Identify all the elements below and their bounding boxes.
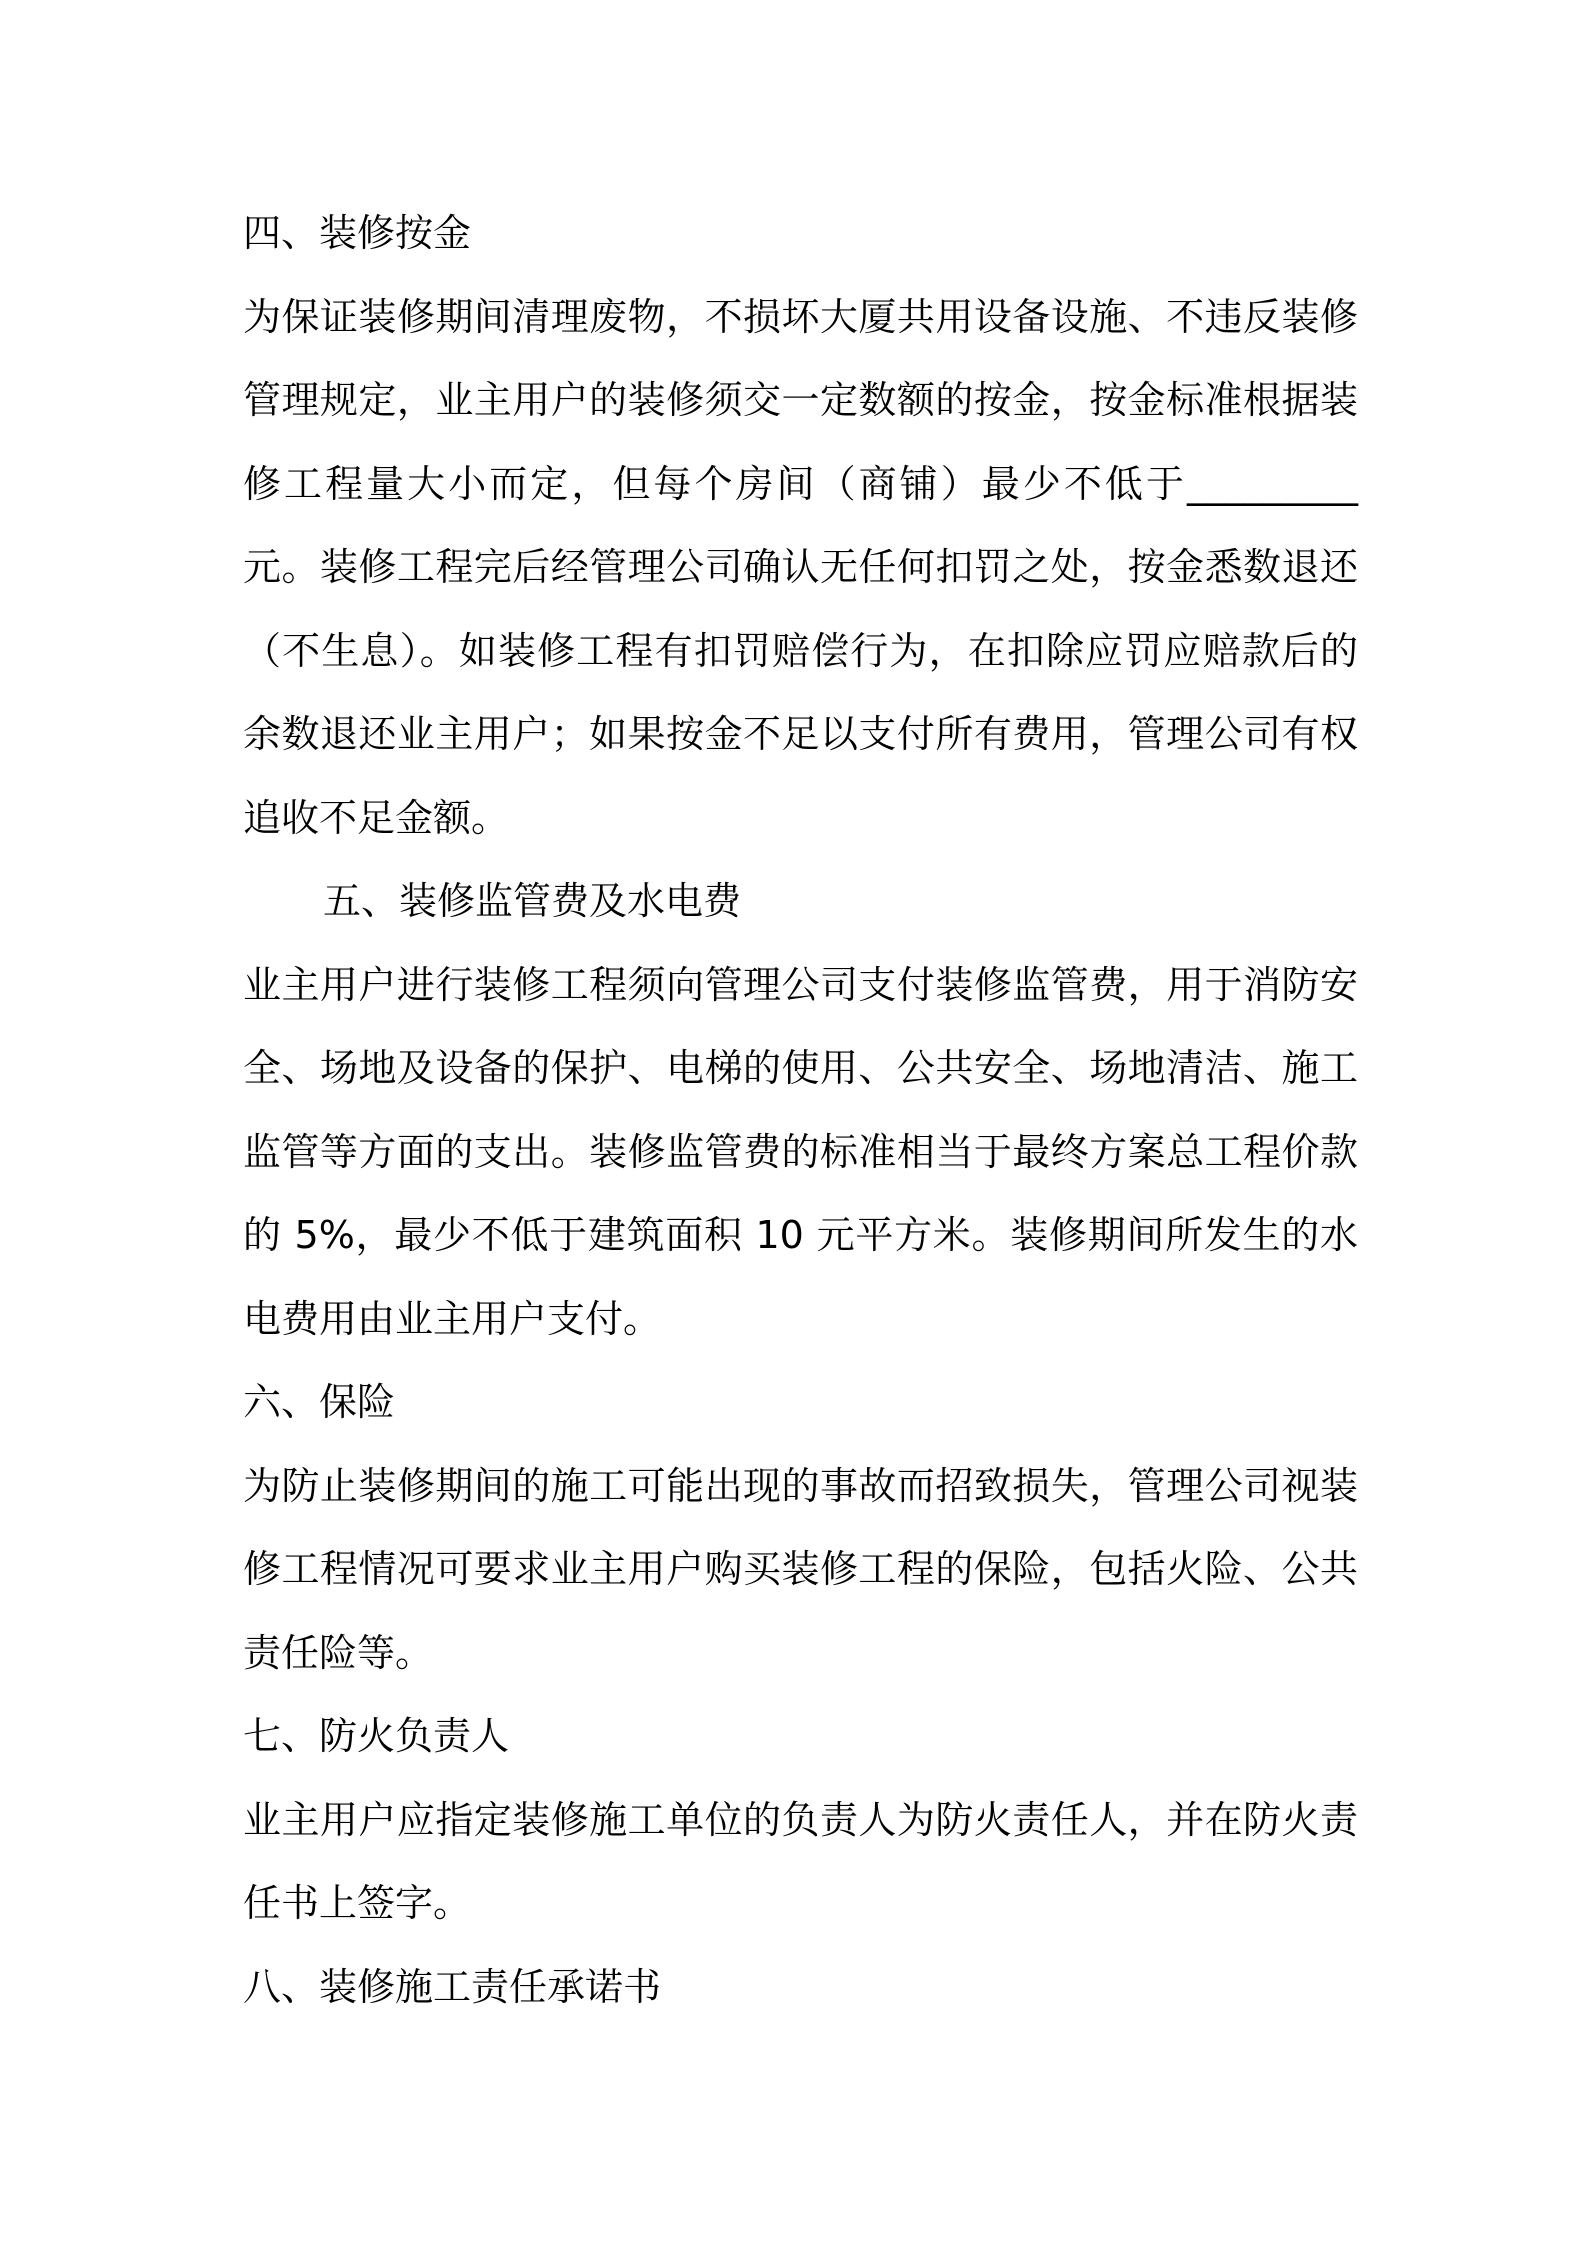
section-paragraph-deposit: 为保证装修期间清理废物，不损坏大厦共用设备设施、不违反装修管理规定，业主用户的装修须交一定数额的按金，按金标准根据装修工程量大小而定，但每个房间（商铺）最少不低于_________元。装修工程完后经管理公司确认无任何扣罚之处，按金悉数退还（不生息）。如装修工程有扣罚赔偿行为，在扣除应罚应赔款后的余数退还业主用户；如果按金不足以支付所有费用，管理公司有权追收不足金额。 bbox=[243, 294, 1358, 840]
section-heading-supervision-fee: 五、装修监管费及水电费 bbox=[323, 879, 742, 923]
section-heading-insurance: 六、保险 bbox=[243, 1380, 396, 1424]
section-paragraph-insurance: 为防止装修期间的施工可能出现的事故而招致损失，管理公司视装修工程情况可要求业主用户购买装修工程的保险，包括火险、公共责任险等。 bbox=[243, 1463, 1358, 1675]
document-body bbox=[243, 192, 1358, 2029]
section-paragraph-supervision-fee: 业主用户进行装修工程须向管理公司支付装修监管费，用于消防安全、场地及设备的保护、电梯的使用、公共安全、场地清洁、施工监管等方面的支出。装修监管费的标准相当于最终方案总工程价款的 5%，最少不低于建筑面积 10 元平方米。装修期间所发生的水电费用由业主用户支付。 bbox=[243, 962, 1358, 1341]
section-paragraph-fire-officer: 业主用户应指定装修施工单位的负责人为防火责任人，并在防火责任书上签字。 bbox=[243, 1797, 1358, 1925]
section-heading-deposit: 四、装修按金 bbox=[243, 211, 472, 255]
section-heading-commitment-letter: 八、装修施工责任承诺书 bbox=[243, 1964, 662, 2009]
section-heading-fire-officer: 七、防火负责人 bbox=[243, 1714, 510, 1758]
